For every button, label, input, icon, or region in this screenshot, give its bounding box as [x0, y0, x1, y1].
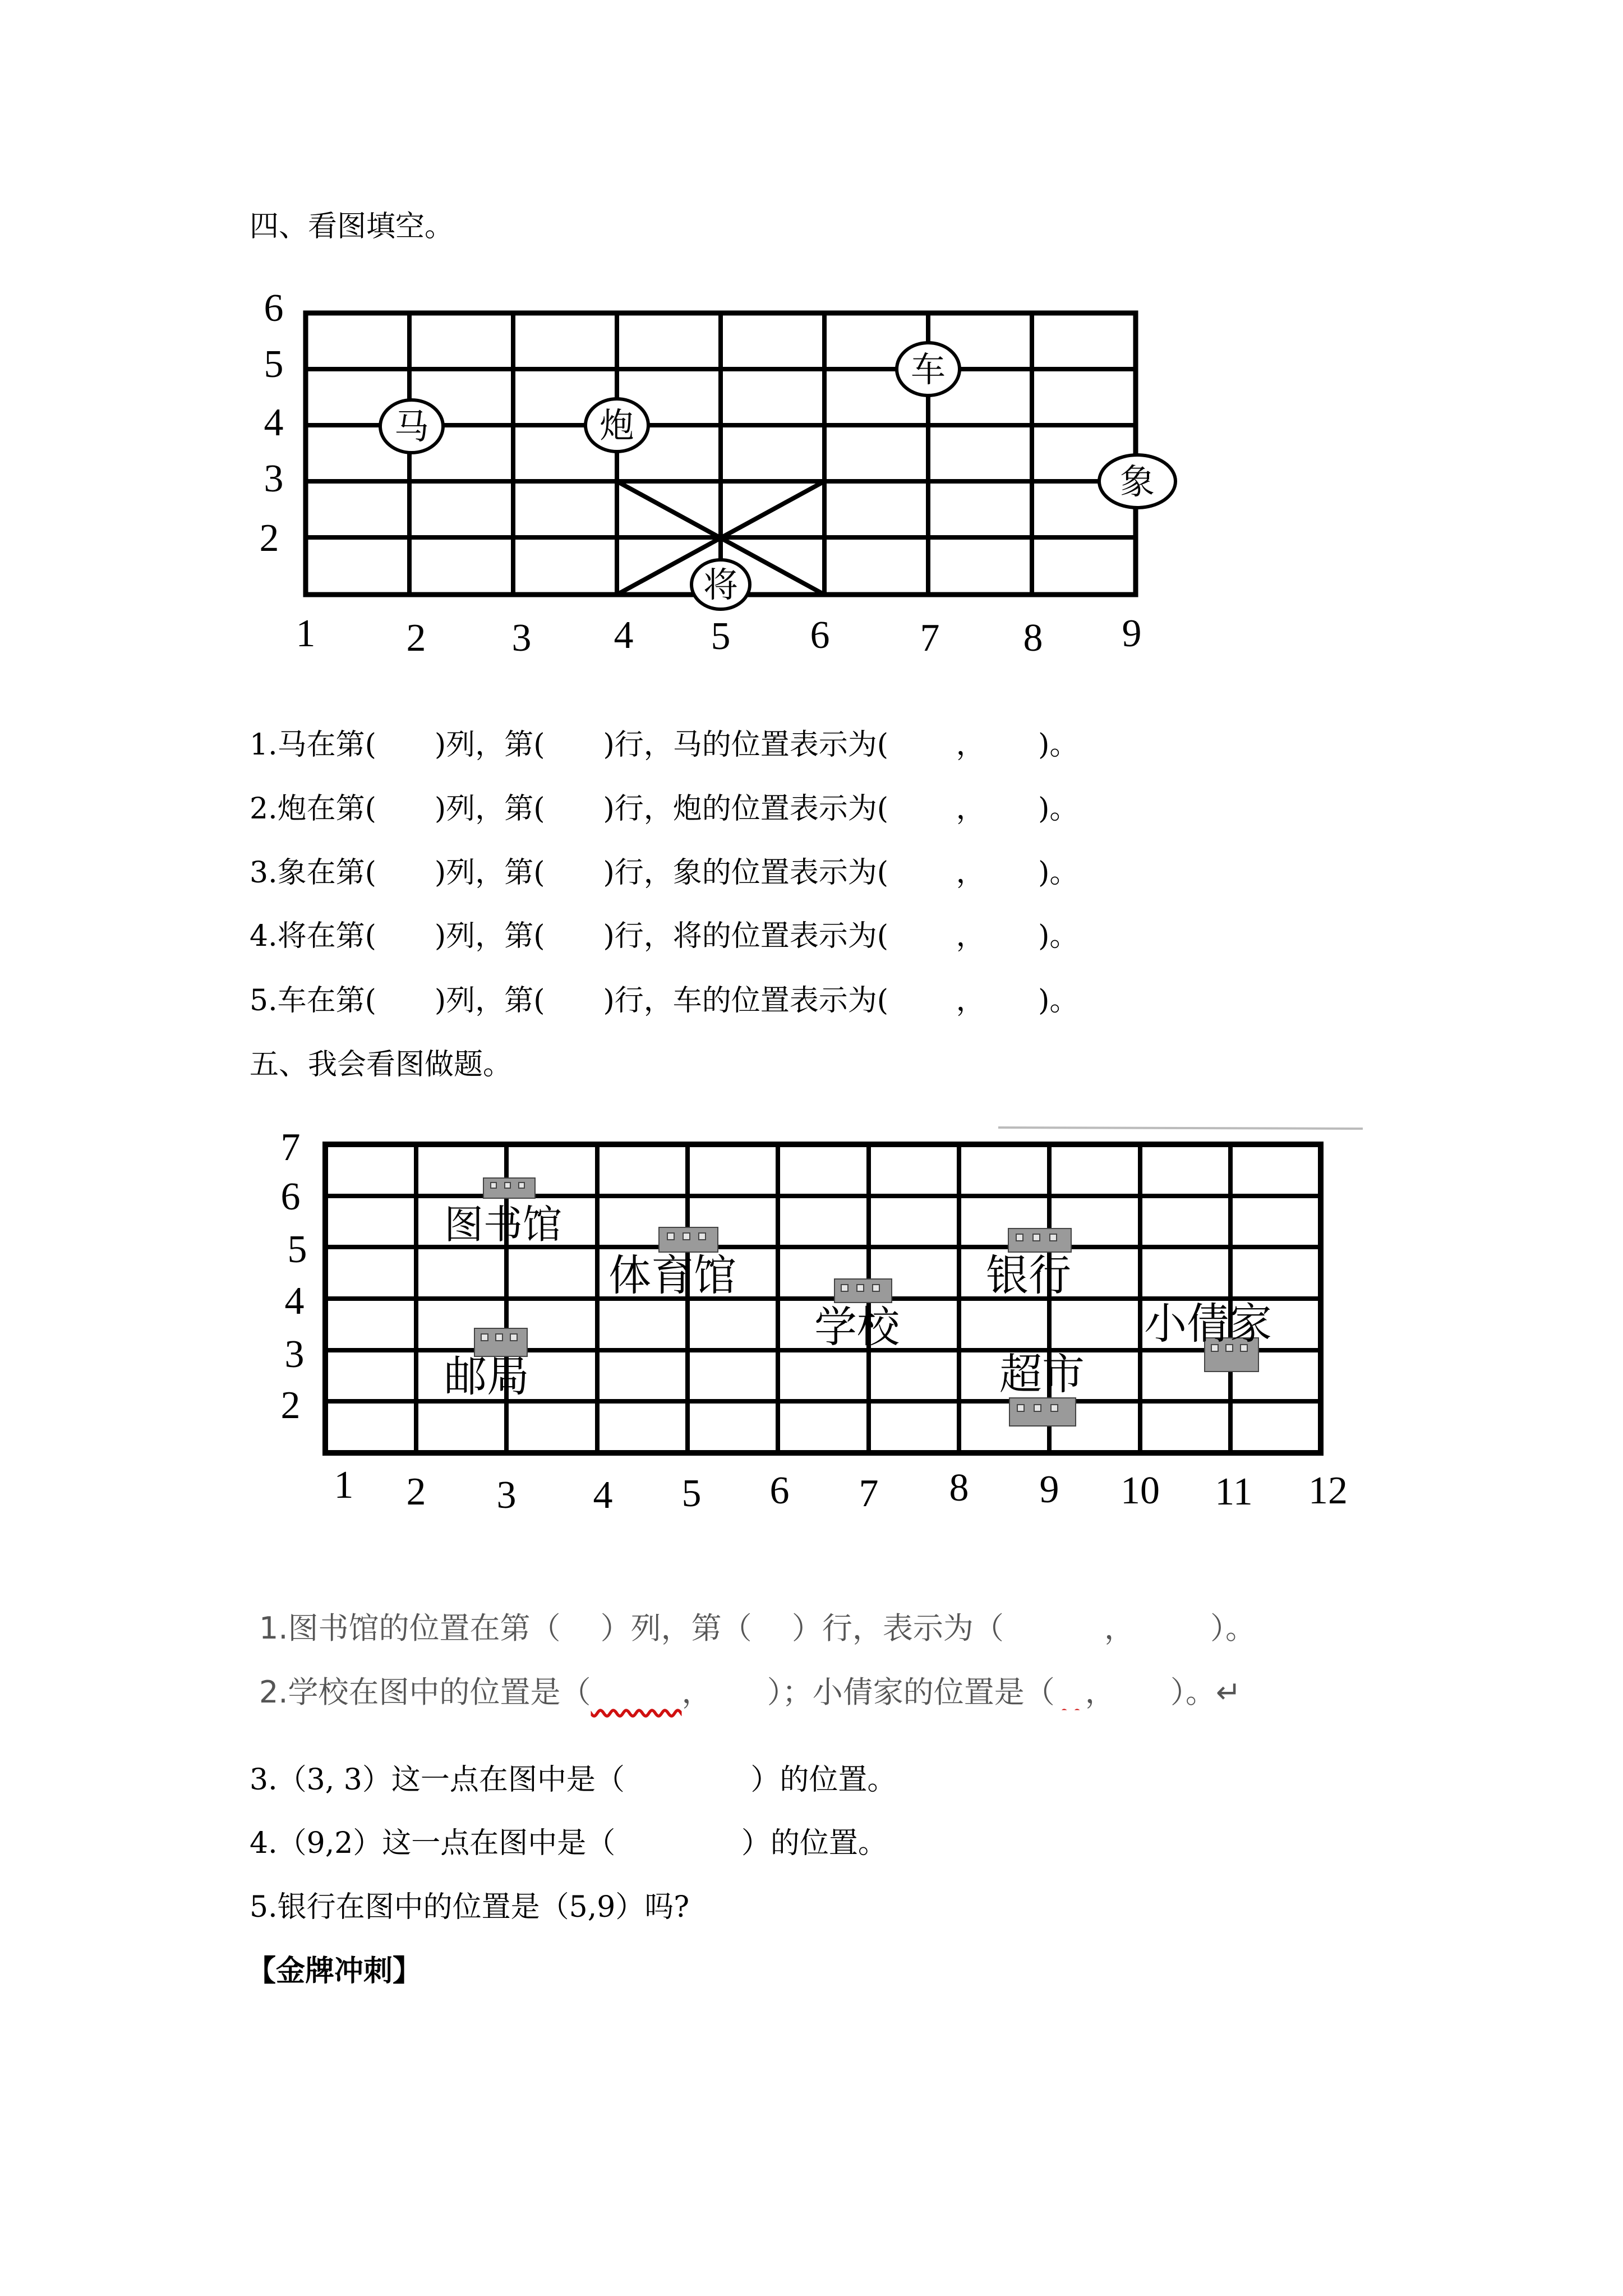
- board-row-label: 3: [264, 457, 284, 500]
- svg-text:象: 象: [1119, 461, 1155, 502]
- s5-question-4: 4.（9,2）这一点在图中是（ ）的位置。: [250, 1826, 887, 1860]
- map-col-label: 2: [406, 1470, 426, 1513]
- s4-question-1: 1.马在第( )列，第( )行，马的位置表示为( ， )。: [250, 728, 1079, 762]
- board-col-label: 1: [296, 612, 316, 655]
- map-row-label: 7: [280, 1126, 301, 1169]
- svg-text:将: 将: [703, 564, 739, 605]
- s5-question-3: 3.（3, 3）这一点在图中是（ ）的位置。: [250, 1763, 897, 1797]
- s5-q2-part-a: 2.学校在图中的位置是（: [259, 1674, 591, 1710]
- s4-question-2: 2.炮在第( )列，第( )行，炮的位置表示为( ， )。: [250, 792, 1079, 826]
- board-col-label: 7: [920, 616, 940, 660]
- place-bank: 银行: [986, 1250, 1071, 1300]
- s4-question-5: 5.车在第( )列，第( )行，车的位置表示为( ， )。: [250, 984, 1079, 1018]
- building-icon: [483, 1178, 535, 1198]
- s4-question-3: 3.象在第( )列，第( )行，象的位置表示为( ， )。: [250, 856, 1079, 890]
- map-row-label: 2: [280, 1384, 301, 1427]
- place-library: 图书馆: [444, 1202, 562, 1248]
- map-col-label: 3: [496, 1474, 517, 1517]
- board-row-label: 5: [264, 343, 284, 386]
- board-row-label: 4: [264, 401, 284, 444]
- place-gym: 体育馆: [608, 1250, 736, 1300]
- s5-question-1: 1.图书馆的位置在第（ ）列，第（ ）行，表示为（ ， ）。: [259, 1611, 1256, 1646]
- s5-q2-blank-2: [1055, 1674, 1085, 1710]
- place-xiaoqian-home: 小倩家: [1144, 1299, 1272, 1349]
- map-col-label: 6: [769, 1469, 790, 1512]
- building-icon: [1009, 1398, 1076, 1426]
- board-col-label: 8: [1023, 616, 1043, 660]
- faint-scan-line: [998, 1128, 1363, 1129]
- map-row-label: 6: [280, 1175, 301, 1218]
- map-col-label: 10: [1121, 1469, 1160, 1512]
- place-post-office: 邮局: [444, 1351, 529, 1401]
- s5-q2-blank-1: [591, 1674, 682, 1710]
- map-row-label: 3: [284, 1333, 305, 1376]
- board-col-label: 5: [711, 615, 731, 658]
- s5-q2-part-b: ， ）；小倩家的位置是（: [681, 1674, 1055, 1710]
- building-icon: [834, 1279, 892, 1303]
- section4-title: 四、看图填空。: [250, 210, 454, 243]
- s5-q2-part-c: ， ）。↵: [1085, 1674, 1242, 1710]
- map-col-label: 5: [681, 1472, 702, 1515]
- place-supermarket: 超市: [999, 1349, 1085, 1399]
- svg-text:炮: 炮: [599, 405, 635, 446]
- building-icon: [659, 1227, 718, 1252]
- map-col-label: 8: [949, 1466, 969, 1510]
- map-col-label: 12: [1308, 1469, 1348, 1512]
- board-row-label: 6: [264, 287, 284, 330]
- place-school: 学校: [814, 1302, 900, 1352]
- board-col-label: 6: [810, 614, 830, 657]
- board-col-label: 2: [406, 616, 426, 660]
- gold-sprint-heading: 【金牌冲刺】: [247, 1954, 422, 1988]
- map-col-label: 7: [859, 1472, 879, 1515]
- map-row-label: 4: [284, 1280, 305, 1323]
- board-col-label: 4: [614, 614, 634, 657]
- svg-text:马: 马: [394, 406, 430, 447]
- board-col-label: 3: [511, 616, 532, 660]
- map-col-label: 9: [1039, 1468, 1059, 1511]
- svg-text:车: 车: [910, 349, 946, 390]
- map-row-label: 5: [287, 1228, 307, 1271]
- map-col-label: 11: [1215, 1470, 1253, 1513]
- building-icon: [1008, 1228, 1071, 1252]
- section5-title: 五、我会看图做题。: [250, 1048, 513, 1082]
- s4-question-4: 4.将在第( )列，第( )行，将的位置表示为( ， )。: [250, 919, 1079, 953]
- board-row-label: 2: [259, 517, 279, 560]
- map-col-label: 4: [593, 1474, 613, 1517]
- s5-question-5: 5.银行在图中的位置是（5,9）吗?: [250, 1890, 690, 1924]
- map-col-label: 1: [334, 1464, 354, 1507]
- s5-question-2: [259, 1674, 1242, 1710]
- board-col-label: 9: [1122, 612, 1142, 655]
